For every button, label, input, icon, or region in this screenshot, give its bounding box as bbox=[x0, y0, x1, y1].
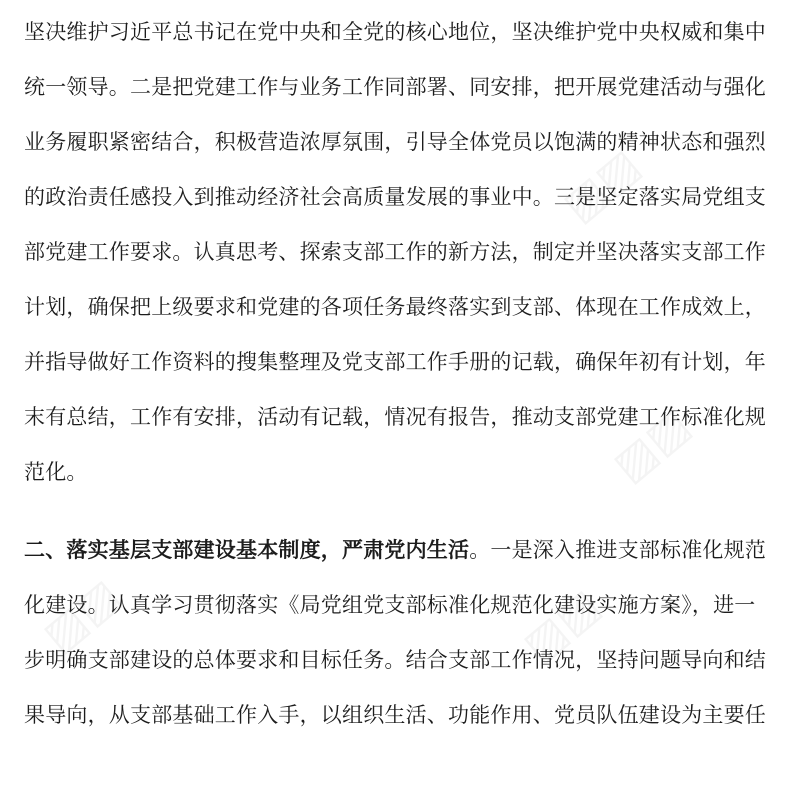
paragraph-line: 果导向，从支部基础工作入手，以组织生活、功能作用、党员队伍建设为主要任 bbox=[24, 703, 766, 727]
paragraph-line: 计划，确保把上级要求和党建的各项任务最终落实到支部、体现在工作成效上， bbox=[24, 295, 766, 319]
paragraph-line: 统一领导。二是把党建工作与业务工作同部署、同安排，把开展党建活动与强化 bbox=[24, 75, 766, 99]
paragraph-line: 化建设。认真学习贯彻落实《局党组党支部标准化规范化建设实施方案》，进一 bbox=[24, 593, 756, 617]
paragraph-line: 范化。 bbox=[24, 460, 88, 484]
paragraph-line: 末有总结，工作有安排，活动有记载，情况有报告，推动支部党建工作标准化规 bbox=[24, 405, 766, 429]
paragraph-line: 部党建工作要求。认真思考、探索支部工作的新方法，制定并坚决落实支部工作 bbox=[24, 240, 766, 264]
section-heading-continuation: 。一是深入推进支部标准化规范 bbox=[469, 538, 767, 562]
section-heading-line bbox=[24, 535, 766, 565]
paragraph-line: 业务履职紧密结合，积极营造浓厚氛围，引导全体党员以饱满的精神状态和强烈 bbox=[24, 130, 766, 154]
paragraph-line: 并指导做好工作资料的搜集整理及党支部工作手册的记载，确保年初有计划，年 bbox=[24, 350, 766, 374]
section-heading: 二、落实基层支部建设基本制度，严肃党内生活 bbox=[24, 538, 470, 562]
paragraph-line: 坚决维护习近平总书记在党中央和全党的核心地位，坚决维护党中央权威和集中 bbox=[24, 20, 766, 44]
paragraph-line: 步明确支部建设的总体要求和目标任务。结合支部工作情况，坚持问题导向和结 bbox=[24, 648, 766, 672]
paragraph-line: 的政治责任感投入到推动经济社会高质量发展的事业中。三是坚定落实局党组支 bbox=[24, 185, 766, 209]
